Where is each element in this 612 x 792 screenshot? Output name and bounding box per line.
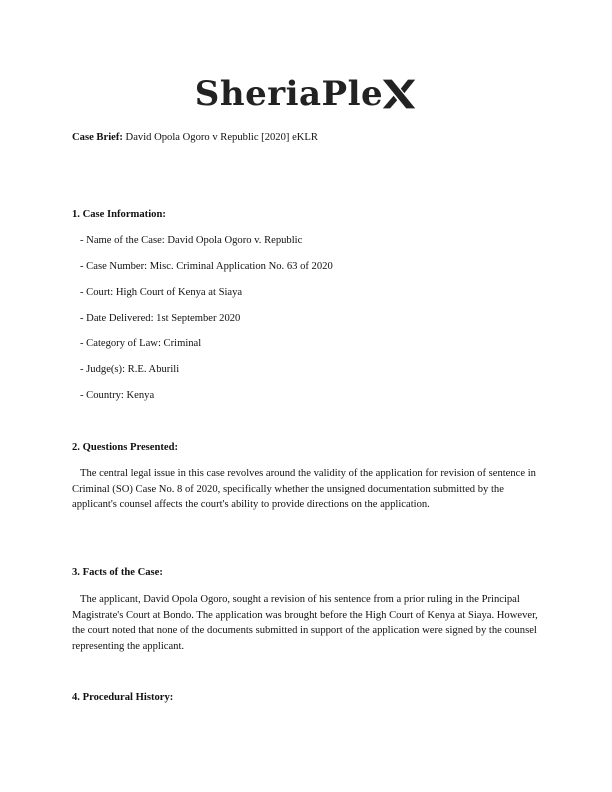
x-mark-icon <box>381 76 417 112</box>
case-info-item: - Date Delivered: 1st September 2020 <box>80 313 241 324</box>
section-heading-procedural-history: 4. Procedural History: <box>72 692 174 703</box>
case-info-item: - Category of Law: Criminal <box>80 338 202 349</box>
case-brief-title <box>72 132 318 143</box>
logo-wordmark: SheriaPle <box>194 74 384 114</box>
questions-presented-paragraph: The central legal issue in this case revolves around the validity of the application for revision of sentence in Criminal (SO) Case No. 8 of 2020, specifically whether the unsigned documentation submitted by the applicant's counsel affects the court's ability to provide directions on the application. <box>72 468 536 511</box>
facts-paragraph: The applicant, David Opola Ogoro, sought a revision of his sentence from a prior ruling in the Principal Magistrate's Court at Bondo. The application was brought before the High Court of Kenya at Siaya. However, the court noted that none of the documents submitted in support of the application were signed by the counsel representing the applicant. <box>72 594 538 653</box>
case-info-item: - Case Number: Misc. Criminal Application No. 63 of 2020 <box>80 261 333 272</box>
section-heading-questions-presented: 2. Questions Presented: <box>72 442 179 453</box>
section-heading-case-information: 1. Case Information: <box>72 209 166 220</box>
case-brief-label: Case Brief: <box>72 132 123 143</box>
case-info-item: - Court: High Court of Kenya at Siaya <box>80 287 243 298</box>
case-info-item: - Country: Kenya <box>80 390 155 401</box>
sheriaplex-logo <box>0 74 612 114</box>
section-heading-facts: 3. Facts of the Case: <box>72 567 163 578</box>
case-brief-name: David Opola Ogoro v Republic [2020] eKLR <box>125 132 318 143</box>
case-info-item: - Judge(s): R.E. Aburili <box>80 364 180 375</box>
case-info-item: - Name of the Case: David Opola Ogoro v. Republic <box>80 235 303 246</box>
